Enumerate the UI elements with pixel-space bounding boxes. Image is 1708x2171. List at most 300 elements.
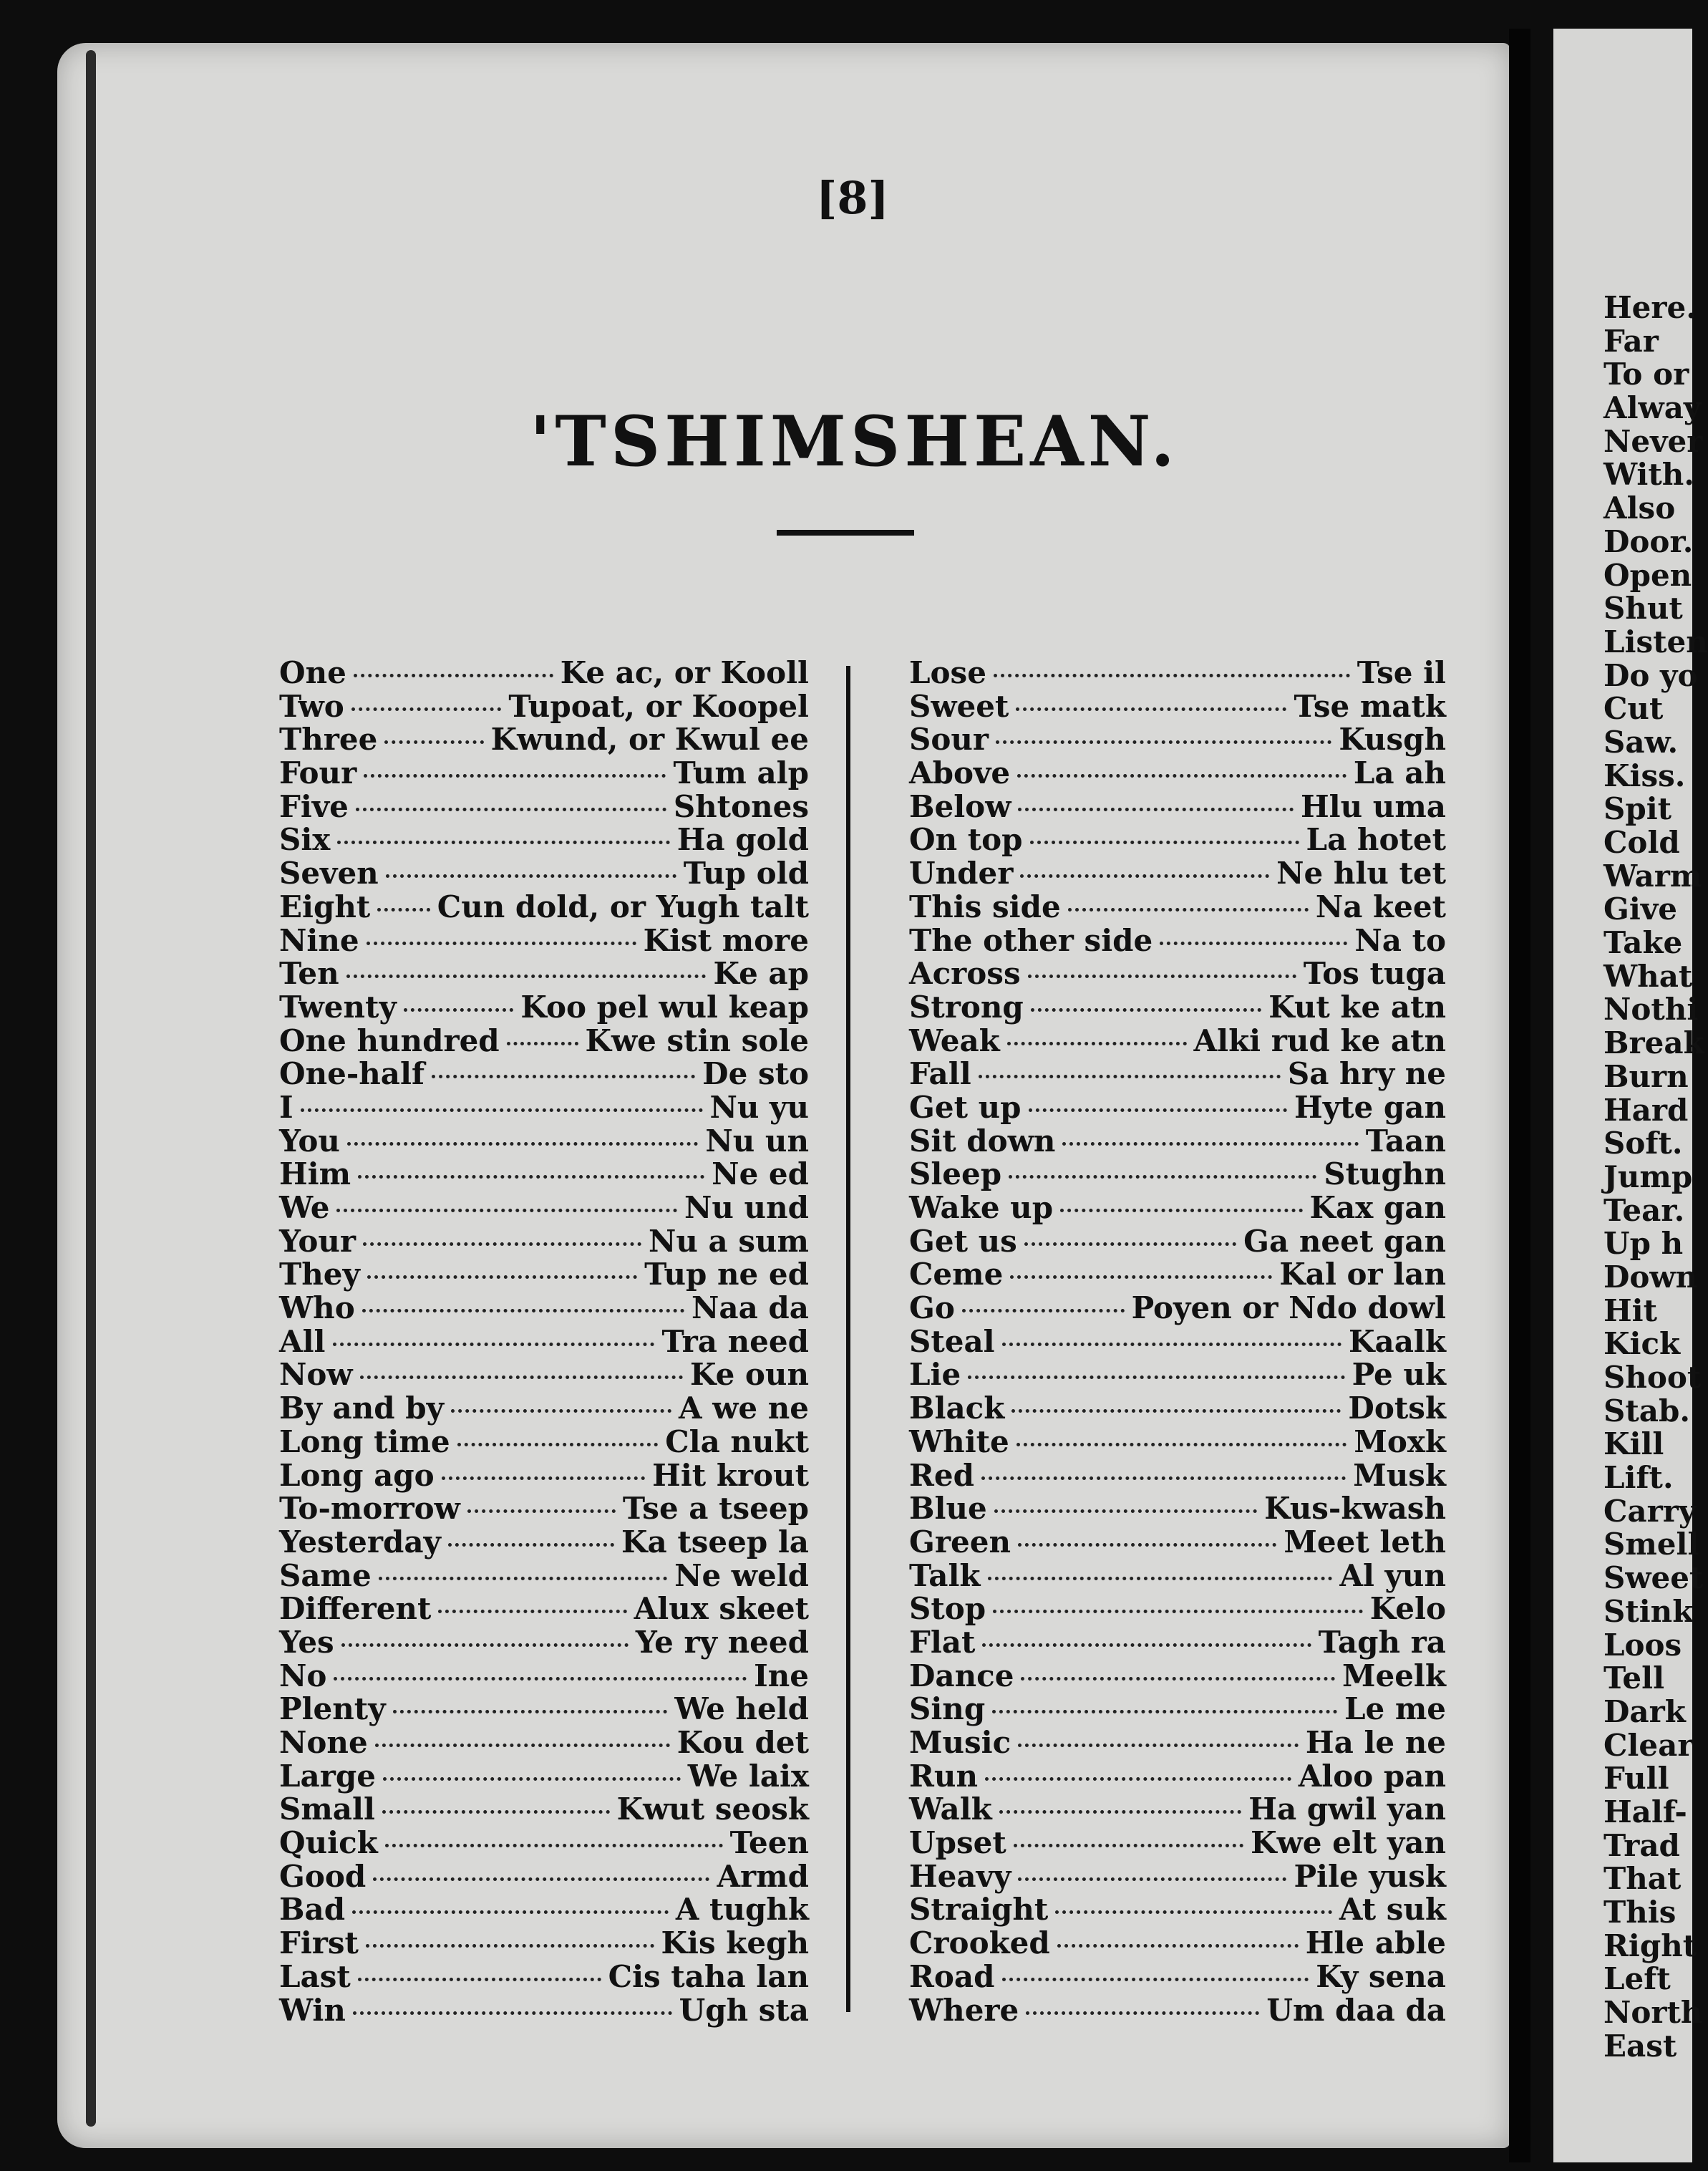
vocabulary-entry: [279, 1257, 809, 1290]
english-word: Quick: [279, 1825, 378, 1861]
english-word: Sour: [909, 722, 989, 758]
tshimshean-word: Cis taha lan: [608, 1958, 809, 1994]
leader-dots: [404, 1008, 514, 1012]
english-word: Large: [279, 1758, 376, 1794]
tshimshean-word: Taan: [1365, 1123, 1446, 1159]
facing-page-word: Up h: [1603, 1226, 1684, 1262]
english-word: The other side: [909, 922, 1153, 958]
english-word: Long ago: [279, 1457, 435, 1493]
english-word: Eight: [279, 889, 371, 924]
english-word: Three: [279, 722, 378, 758]
tshimshean-word: Dotsk: [1348, 1391, 1446, 1426]
english-word: You: [279, 1123, 340, 1159]
vocabulary-entry: [279, 1090, 809, 1123]
vocabulary-entry: [279, 1959, 809, 1993]
vocabulary-entry: [909, 923, 1446, 957]
vocabulary-entry: [909, 889, 1446, 923]
facing-page-word: Left: [1603, 1961, 1671, 1997]
tshimshean-word: Hlu uma: [1301, 788, 1446, 824]
vocabulary-entry: [279, 1391, 809, 1424]
vocabulary-entry: [279, 822, 809, 856]
english-word: Get up: [909, 1089, 1022, 1125]
english-word: Who: [279, 1290, 355, 1326]
leader-dots: [1030, 841, 1299, 844]
tshimshean-word: Kis kegh: [661, 1925, 809, 1961]
vocabulary-entry: [279, 1925, 809, 1959]
english-word: Upset: [909, 1825, 1006, 1861]
leader-dots: [1009, 1175, 1316, 1179]
english-word: Across: [909, 956, 1021, 992]
facing-page-word: What: [1603, 958, 1693, 994]
leader-dots: [367, 1275, 637, 1279]
tshimshean-word: Nu un: [705, 1123, 809, 1159]
facing-page-word: Kick: [1603, 1326, 1681, 1362]
english-word: Straight: [909, 1892, 1049, 1928]
vocabulary-entry: [909, 689, 1446, 722]
english-word: Sit down: [909, 1123, 1056, 1159]
leader-dots: [999, 1810, 1241, 1814]
leader-dots: [360, 1375, 683, 1379]
vocabulary-entry: [279, 722, 809, 758]
tshimshean-word: Um daa da: [1266, 1992, 1446, 2028]
leader-dots: [1029, 1108, 1288, 1112]
vocabulary-entry: [909, 1725, 1446, 1759]
facing-page-word: To or: [1603, 357, 1689, 392]
facing-page-word: This: [1603, 1895, 1677, 1930]
vocabulary-entry: [279, 1123, 809, 1157]
tshimshean-word: La ah: [1353, 755, 1446, 791]
facing-page-word: Half-: [1603, 1794, 1687, 1829]
leader-dots: [442, 1476, 645, 1480]
english-word: Sing: [909, 1691, 986, 1727]
english-word: Under: [909, 856, 1014, 891]
english-word: Weak: [909, 1022, 1000, 1058]
english-word: Yesterday: [279, 1524, 441, 1560]
vocabulary-entry: [279, 1691, 809, 1725]
leader-dots: [383, 1777, 681, 1781]
leader-dots: [451, 1409, 671, 1413]
leader-dots: [334, 1677, 747, 1681]
vocabulary-entry: [909, 1625, 1446, 1658]
leader-dots: [1068, 908, 1309, 912]
vocabulary-entry: [909, 1424, 1446, 1458]
leader-dots: [356, 808, 666, 811]
english-word: Last: [279, 1958, 351, 1994]
english-word: Different: [279, 1591, 432, 1627]
leader-dots: [1016, 1443, 1347, 1446]
english-word: Good: [279, 1858, 367, 1894]
tshimshean-word: Tra need: [661, 1323, 809, 1359]
english-word: One-half: [279, 1056, 425, 1092]
tshimshean-word: Kaalk: [1349, 1323, 1446, 1359]
facing-page-word: Soft.: [1603, 1126, 1683, 1161]
english-word: Black: [909, 1391, 1005, 1426]
tshimshean-word: Armd: [717, 1858, 809, 1894]
english-word: Fall: [909, 1056, 971, 1092]
vocabulary-entry: [909, 1524, 1446, 1558]
facing-page-word: Also: [1603, 490, 1676, 526]
vocabulary-entry: [909, 1156, 1446, 1190]
vocabulary-entry: [909, 1357, 1446, 1391]
vocabulary-entry: [279, 1591, 809, 1625]
leader-dots: [1028, 975, 1296, 978]
vocabulary-entry: [909, 655, 1446, 689]
vocabulary-entry: [909, 1859, 1446, 1892]
tshimshean-word: Hit krout: [652, 1457, 809, 1493]
tshimshean-word: Tos tuga: [1303, 956, 1446, 992]
vocabulary-entry: [909, 1558, 1446, 1592]
tshimshean-word: Tse a tseep: [622, 1491, 809, 1527]
tshimshean-word: Kus-kwash: [1264, 1491, 1446, 1527]
tshimshean-word: Tupoat, or Koopel: [508, 688, 809, 724]
english-word: Seven: [279, 856, 379, 891]
leader-dots: [1160, 942, 1347, 945]
tshimshean-word: Teen: [729, 1825, 809, 1861]
leader-dots: [507, 1042, 578, 1045]
facing-page-word: Down: [1603, 1259, 1698, 1295]
leader-dots: [351, 707, 502, 711]
leader-dots: [336, 1209, 677, 1212]
english-word: They: [279, 1257, 360, 1292]
leader-dots: [1018, 808, 1294, 811]
leader-dots: [981, 1476, 1346, 1480]
vocabulary-entry: [279, 1658, 809, 1692]
vocabulary-entry: [909, 1458, 1446, 1491]
english-word: Small: [279, 1792, 375, 1827]
facing-page-word: Give: [1603, 891, 1677, 927]
vocabulary-entry: [279, 889, 809, 923]
facing-page-word: Kiss.: [1603, 758, 1686, 793]
tshimshean-word: Meet leth: [1284, 1524, 1446, 1560]
vocabulary-entry: [279, 1290, 809, 1324]
leader-dots: [996, 740, 1331, 744]
english-word: Road: [909, 1958, 995, 1994]
english-word: Blue: [909, 1491, 987, 1527]
facing-page-word: Sweet: [1603, 1560, 1704, 1596]
leader-dots: [353, 2011, 672, 2015]
english-word: Below: [909, 788, 1011, 824]
leader-dots: [354, 674, 553, 677]
tshimshean-word: Ky sena: [1316, 1958, 1446, 1994]
leader-dots: [1026, 2011, 1259, 2015]
vocabulary-entry: [909, 1792, 1446, 1825]
english-word: Wake up: [909, 1190, 1054, 1225]
tshimshean-word: Ha gold: [676, 822, 809, 858]
facing-page-word: Shut: [1603, 591, 1683, 627]
vocabulary-entry: [279, 1892, 809, 1928]
facing-page-word: Stink: [1603, 1593, 1694, 1629]
english-word: Lose: [909, 655, 986, 690]
facing-page-word: Burn: [1603, 1058, 1689, 1094]
facing-page-word: Clear: [1603, 1727, 1694, 1763]
english-word: Long time: [279, 1423, 450, 1459]
tshimshean-word: Sa hry ne: [1287, 1056, 1446, 1092]
vocabulary-entry: [909, 722, 1446, 758]
tshimshean-word: Cla nukt: [665, 1423, 809, 1459]
page-title: 'TSHIMSHEAN.: [530, 401, 1179, 482]
page-number: [8]: [816, 172, 889, 224]
english-word: Five: [279, 788, 349, 824]
tshimshean-word: Ka tseep la: [621, 1524, 809, 1560]
leader-dots: [438, 1610, 626, 1613]
english-word: Flat: [909, 1624, 976, 1660]
facing-page-word: Spit: [1603, 791, 1672, 827]
english-word: Sleep: [909, 1156, 1002, 1192]
vocabulary-entry: [279, 1357, 809, 1391]
english-word: One: [279, 655, 346, 690]
english-word: White: [909, 1423, 1009, 1459]
vocabulary-entry: [909, 1959, 1446, 1993]
vocabulary-entry: [909, 1224, 1446, 1257]
english-word: Now: [279, 1357, 353, 1393]
vocabulary-entry: [909, 1123, 1446, 1157]
vocabulary-entry: [909, 1591, 1446, 1625]
leader-dots: [366, 1944, 654, 1948]
tshimshean-word: Tum alp: [673, 755, 809, 791]
tshimshean-word: Shtones: [673, 788, 809, 824]
leader-dots: [384, 740, 483, 744]
vocabulary-entry: [279, 689, 809, 722]
vocabulary-entry: [279, 956, 809, 990]
vocabulary-entry: [909, 1257, 1446, 1290]
english-word: By and by: [279, 1391, 445, 1426]
leader-dots: [432, 1075, 695, 1078]
leader-dots: [379, 1577, 667, 1580]
tshimshean-word: Kelo: [1369, 1591, 1446, 1627]
middle-vocabulary-column: [909, 655, 1446, 2026]
vocabulary-entry: [909, 822, 1446, 856]
leader-dots: [1002, 1343, 1341, 1346]
vocabulary-entry: [279, 990, 809, 1023]
leader-dots: [1060, 1209, 1302, 1212]
vocabulary-entry: [909, 856, 1446, 889]
vocabulary-entry: [909, 1056, 1446, 1090]
vocabulary-entry: [279, 923, 809, 957]
tshimshean-word: Ke ac, or Kooll: [560, 655, 809, 690]
vocabulary-entry: [279, 1224, 809, 1257]
facing-page-word-list: [1603, 290, 1708, 2064]
facing-page-word: Jump: [1603, 1159, 1693, 1194]
tshimshean-word: A tughk: [675, 1892, 809, 1928]
vocabulary-entry: [909, 755, 1446, 789]
leader-dots: [994, 1509, 1257, 1513]
leader-dots: [358, 1978, 601, 1981]
facing-page-word: Take: [1603, 925, 1683, 961]
tshimshean-word: Kwe stin sole: [585, 1022, 809, 1058]
vocabulary-entry: [279, 1725, 809, 1759]
page-edge: [86, 50, 96, 2127]
vocabulary-entry: [909, 1892, 1446, 1928]
tshimshean-word: Aloo pan: [1298, 1758, 1446, 1794]
vocabulary-entry: [279, 1625, 809, 1658]
english-word: Yes: [279, 1624, 334, 1660]
english-word: Same: [279, 1557, 372, 1593]
tshimshean-word: Kut ke atn: [1268, 989, 1446, 1025]
facing-page-word: Smell: [1603, 1527, 1699, 1562]
tshimshean-word: Kwe elt yan: [1251, 1825, 1446, 1861]
english-word: Red: [909, 1457, 974, 1493]
vocabulary-entry: [909, 1023, 1446, 1057]
tshimshean-word: Ine: [754, 1658, 809, 1693]
vocabulary-entry: [279, 1324, 809, 1358]
vocabulary-entry: [909, 1290, 1446, 1324]
facing-page-word: Loos: [1603, 1627, 1682, 1663]
english-word: Strong: [909, 989, 1024, 1025]
english-word: Plenty: [279, 1691, 386, 1727]
tshimshean-word: Ye ry need: [635, 1624, 809, 1660]
tshimshean-word: Na to: [1354, 922, 1446, 958]
leader-dots: [333, 1343, 655, 1346]
english-word: Bad: [279, 1892, 346, 1928]
english-word: Talk: [909, 1557, 981, 1593]
english-word: Steal: [909, 1323, 995, 1359]
tshimshean-word: La hotet: [1306, 822, 1446, 858]
tshimshean-word: Al yun: [1339, 1557, 1446, 1593]
leader-dots: [1024, 1242, 1236, 1246]
leader-dots: [1014, 1844, 1243, 1847]
english-word: None: [279, 1725, 368, 1760]
leader-dots: [337, 841, 669, 844]
facing-page-word: Listen: [1603, 624, 1708, 659]
vocabulary-entry: [909, 1491, 1446, 1527]
tshimshean-word: Hyte gan: [1294, 1089, 1446, 1125]
facing-page-word: Cut: [1603, 691, 1664, 727]
leader-dots: [994, 674, 1350, 677]
tshimshean-word: We held: [674, 1691, 809, 1727]
tshimshean-word: Kist more: [643, 922, 809, 958]
tshimshean-word: Koo pel wul keap: [520, 989, 809, 1025]
tshimshean-word: Tup ne ed: [644, 1257, 809, 1292]
vocabulary-entry: [279, 1190, 809, 1224]
facing-page-word: Shoot: [1603, 1360, 1702, 1395]
vocabulary-entry: [909, 1691, 1446, 1725]
english-word: Six: [279, 822, 331, 858]
vocabulary-entry: [909, 789, 1446, 823]
leader-dots: [352, 1910, 669, 1914]
tshimshean-word: Ke oun: [689, 1357, 809, 1393]
vocabulary-entry: [909, 1190, 1446, 1224]
english-word: Him: [279, 1156, 351, 1192]
facing-page-word: Stab.: [1603, 1393, 1690, 1428]
facing-page-word: Trad: [1603, 1827, 1680, 1863]
english-word: Music: [909, 1725, 1011, 1760]
leader-dots: [385, 1844, 723, 1847]
vocabulary-entry: [279, 1825, 809, 1859]
english-word: Four: [279, 755, 357, 791]
leader-dots: [968, 1375, 1344, 1379]
tshimshean-word: Kax gan: [1309, 1190, 1446, 1225]
tshimshean-word: Tagh ra: [1318, 1624, 1446, 1660]
facing-page-word: Nothi: [1603, 992, 1699, 1028]
vocabulary-entry: [909, 1090, 1446, 1123]
vocabulary-entry: [909, 1759, 1446, 1792]
leader-dots: [979, 1075, 1281, 1078]
english-word: Win: [279, 1992, 346, 2028]
english-word: Stop: [909, 1591, 986, 1627]
leader-dots: [1007, 1042, 1187, 1045]
tshimshean-word: Alki rud ke atn: [1193, 1022, 1446, 1058]
tshimshean-word: Ne hlu tet: [1276, 856, 1446, 891]
leader-dots: [1062, 1142, 1358, 1146]
tshimshean-word: De sto: [702, 1056, 809, 1092]
leader-dots: [362, 1309, 684, 1312]
facing-page-word: Right: [1603, 1928, 1697, 1963]
leader-dots: [364, 774, 666, 778]
english-word: Ten: [279, 956, 339, 992]
english-word: Run: [909, 1758, 978, 1794]
tshimshean-word: Nu yu: [709, 1089, 809, 1125]
leader-dots: [363, 1242, 641, 1246]
leader-dots: [1055, 1910, 1332, 1914]
facing-page-word: Warm: [1603, 858, 1702, 894]
english-word: Dance: [909, 1658, 1014, 1693]
tshimshean-word: We laix: [687, 1758, 809, 1794]
english-word: First: [279, 1925, 359, 1961]
leader-dots: [347, 1142, 698, 1146]
facing-page-word: Far: [1603, 323, 1659, 359]
facing-page-word: Do yo: [1603, 657, 1698, 693]
english-word: This side: [909, 889, 1061, 924]
tshimshean-word: Ne weld: [674, 1557, 809, 1593]
tshimshean-word: Kwut seosk: [616, 1792, 809, 1827]
leader-dots: [1016, 707, 1286, 711]
leader-dots: [988, 1577, 1333, 1580]
facing-page-word: Alway: [1603, 390, 1702, 426]
vocabulary-entry: [909, 1825, 1446, 1859]
leader-dots: [386, 874, 676, 878]
english-word: All: [279, 1323, 326, 1359]
leader-dots: [393, 1710, 668, 1713]
english-word: To-morrow: [279, 1491, 460, 1527]
leader-dots: [993, 1610, 1363, 1613]
vocabulary-entry: [909, 1925, 1446, 1959]
facing-page-word: Break: [1603, 1025, 1704, 1061]
english-word: Above: [909, 755, 1011, 791]
tshimshean-word: Kwund, or Kwul ee: [490, 722, 809, 758]
leader-dots: [992, 1710, 1337, 1713]
tshimshean-word: Ugh sta: [679, 1992, 809, 2028]
leader-dots: [377, 908, 430, 912]
english-word: Green: [909, 1524, 1011, 1560]
tshimshean-word: Musk: [1353, 1457, 1446, 1493]
leader-dots: [1011, 1409, 1341, 1413]
facing-page-word: Never: [1603, 423, 1703, 459]
tshimshean-word: Ha gwil yan: [1248, 1792, 1446, 1827]
leader-dots: [457, 1443, 659, 1446]
english-word: Walk: [909, 1792, 992, 1827]
tshimshean-word: Tup old: [683, 856, 809, 891]
title-rule: [777, 530, 914, 536]
tshimshean-word: Na keet: [1315, 889, 1446, 924]
facing-page-word: Here.: [1603, 290, 1697, 325]
vocabulary-entry: [279, 1458, 809, 1491]
leader-dots: [1031, 1008, 1261, 1012]
leader-dots: [962, 1309, 1125, 1312]
tshimshean-word: Cun dold, or Yugh talt: [437, 889, 809, 924]
leader-dots: [985, 1777, 1291, 1781]
facing-page-word: Tell: [1603, 1660, 1665, 1696]
facing-page-word: That: [1603, 1861, 1682, 1897]
column-divider: [846, 666, 850, 2012]
facing-page-word: Carry: [1603, 1493, 1697, 1529]
tshimshean-word: Stughn: [1324, 1156, 1446, 1192]
leader-dots: [467, 1509, 616, 1513]
vocabulary-entry: [279, 1491, 809, 1527]
english-word: Sweet: [909, 688, 1009, 724]
facing-page-word: Hard: [1603, 1092, 1689, 1128]
facing-page-word: Dark: [1603, 1693, 1686, 1729]
left-vocabulary-column: [279, 655, 809, 2026]
